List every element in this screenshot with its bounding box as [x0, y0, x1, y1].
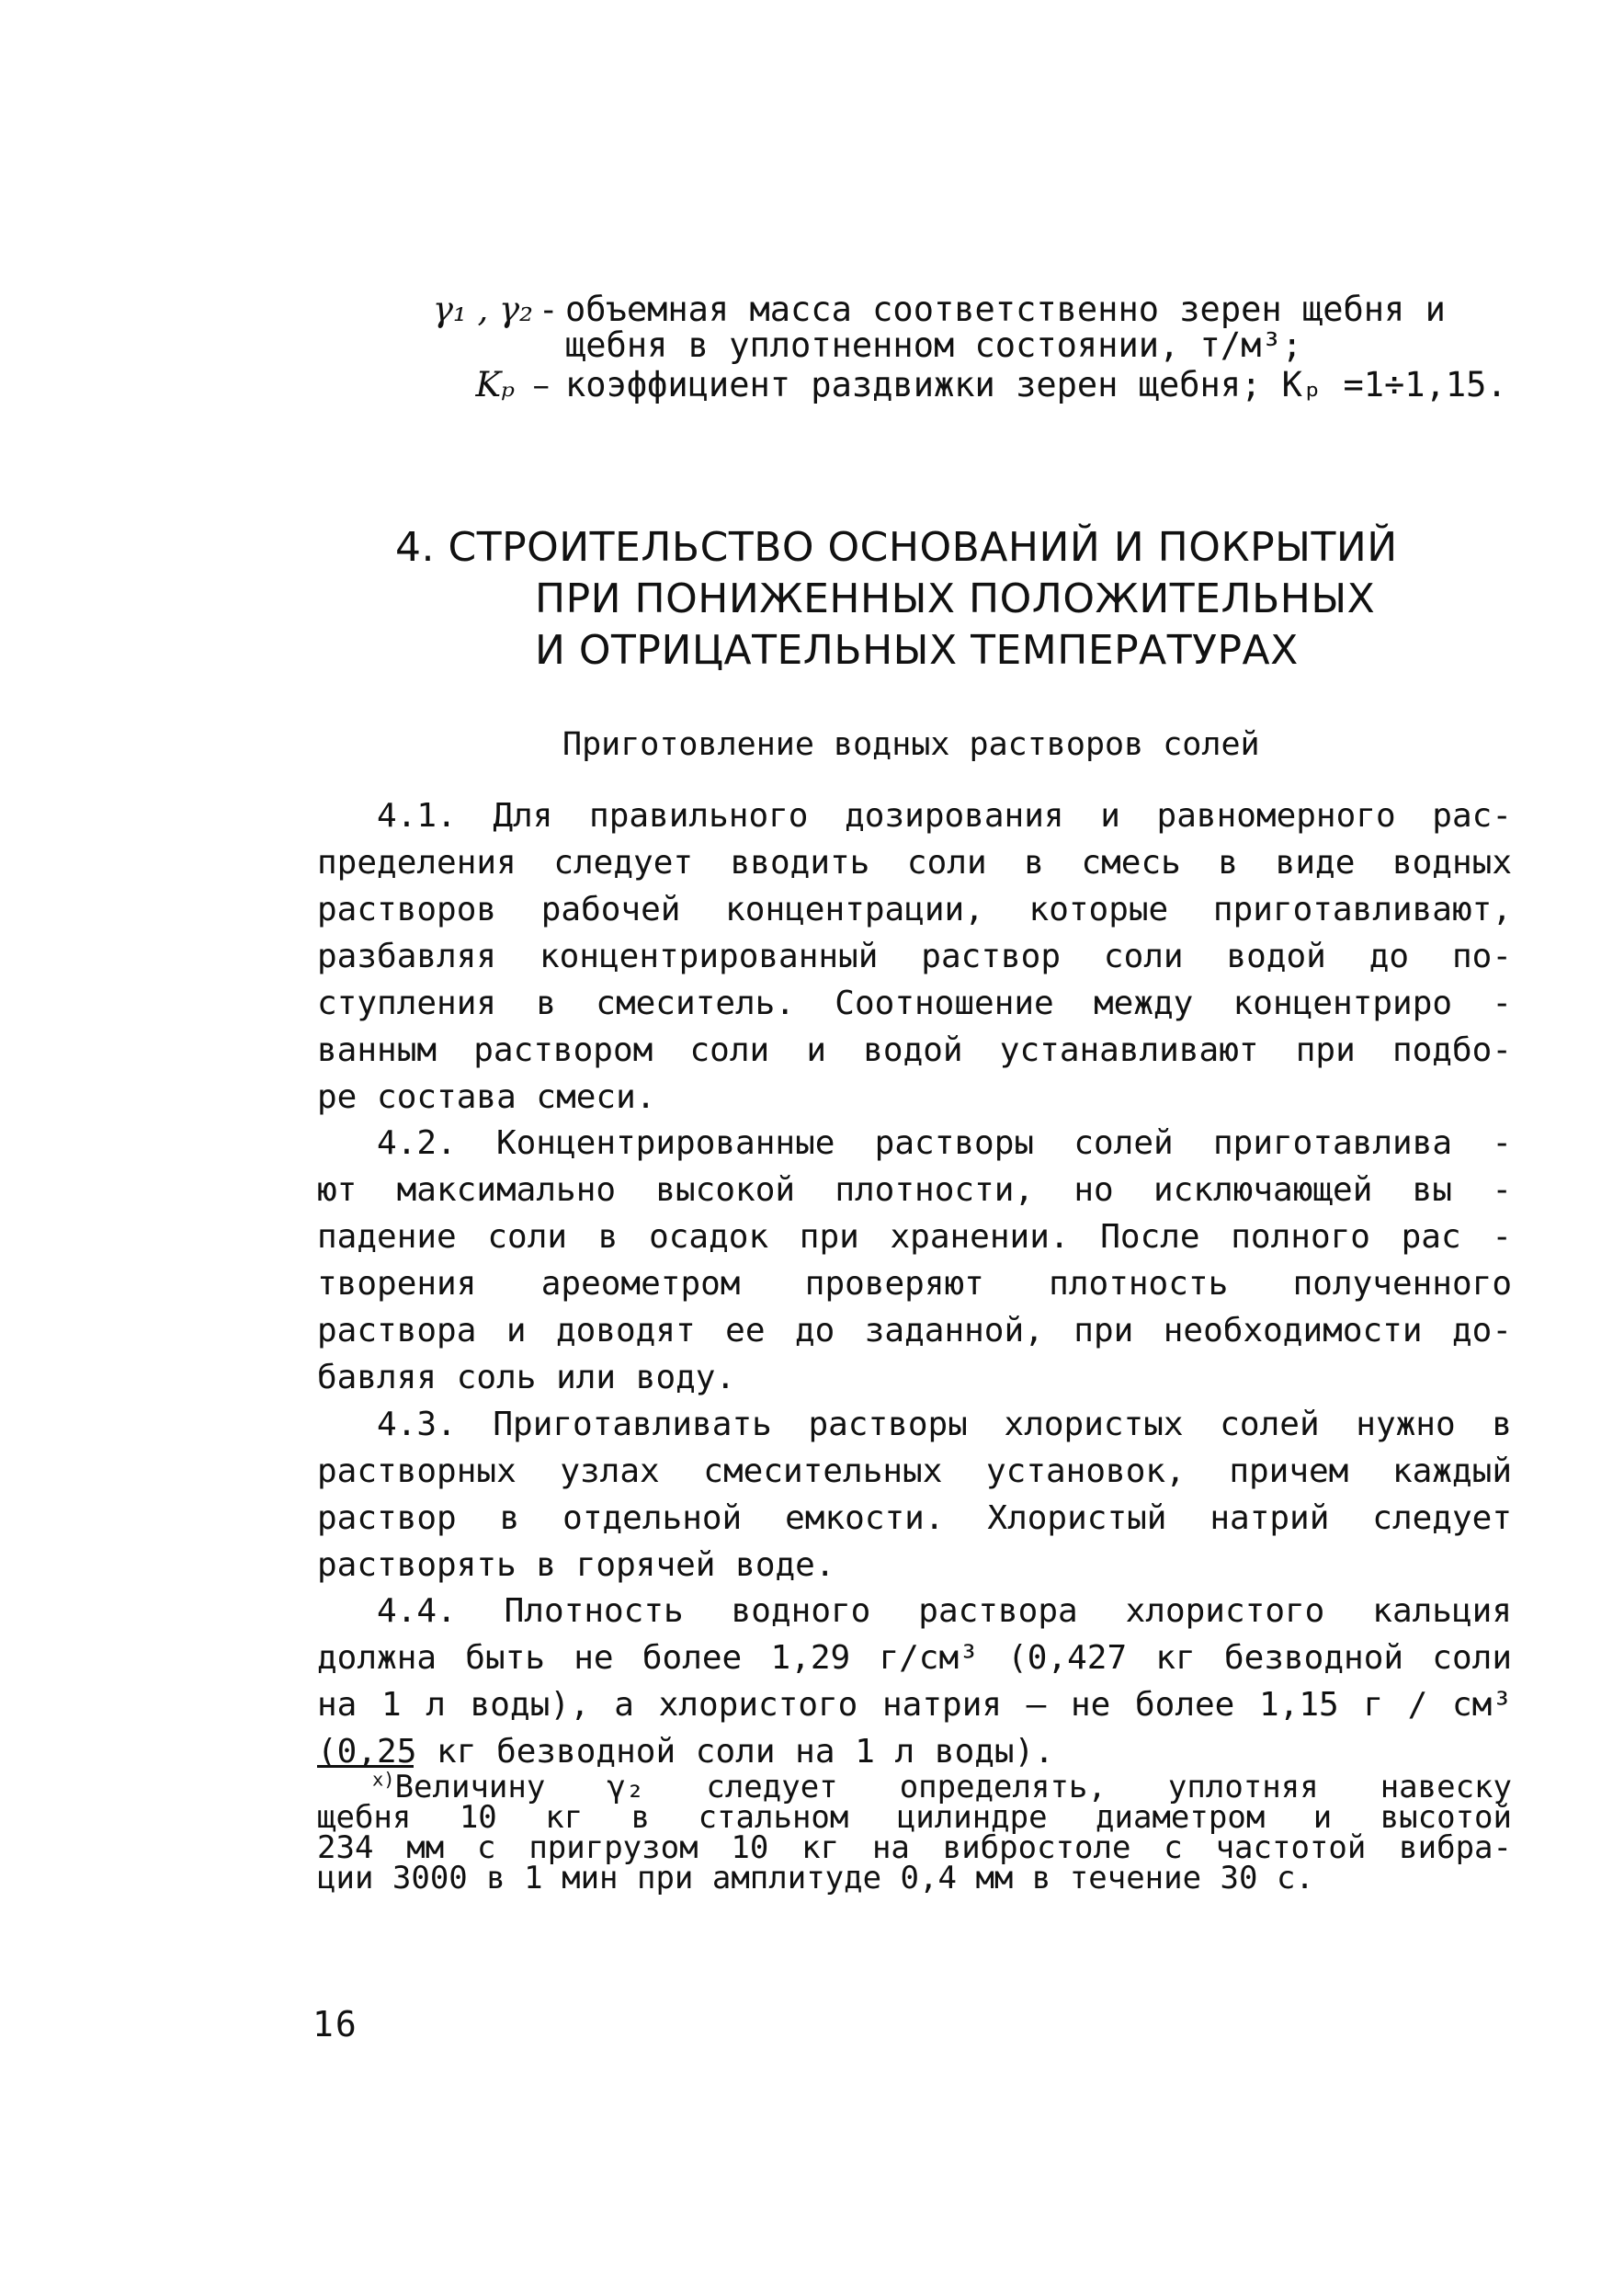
definition-text	[565, 365, 1507, 404]
paragraph-line: должна быть не более 1,29 г/см³ (0,427 кг безводной соли	[317, 1639, 1512, 1677]
paragraph-4-2	[317, 1120, 1512, 1401]
paragraph-line: пределения следует вводить соли в смесь в виде водных	[317, 844, 1512, 882]
paragraph-line: (0,25 кг безводной соли на 1 л воды).	[317, 1733, 1054, 1771]
paragraph-line: раствор в отдельной емкости. Хлористый натрий следует	[317, 1499, 1512, 1537]
paragraph-line: бавляя соль или воду.	[317, 1359, 736, 1396]
paragraph-4-1	[317, 792, 1512, 1121]
paragraph-line: падение соли в осадок при хранении. После полного рас -	[317, 1218, 1512, 1256]
paragraph-line: раствора и доводят ее до заданной, при необходимости до-	[317, 1312, 1512, 1349]
paragraph-line: 4.4. Плотность водного раствора хлористого кальция	[377, 1592, 1512, 1630]
section-heading	[395, 522, 1452, 677]
definition-line: объемная масса соответственно зерен щебня и	[565, 290, 1446, 329]
paragraph-line: 4.2. Концентрированные растворы солей приготавлива -	[377, 1124, 1512, 1162]
paragraph-line: творения ареометром проверяют плотность полученного	[317, 1265, 1512, 1303]
definition-symbol: Kₚ	[475, 365, 515, 404]
definition-line: щебня в уплотненном состоянии, т/м³;	[565, 325, 1302, 365]
paragraph-line: растворов рабочей концентрации, которые приготавливают,	[317, 891, 1512, 928]
subsection-heading: Приготовление водных растворов солей	[562, 726, 1260, 763]
footnote-marker: х)	[372, 1768, 395, 1791]
definition-dash: -	[542, 290, 554, 329]
footnote-line: ции 3000 в 1 мин при амплитуде 0,4 мм в течение 30 с.	[317, 1860, 1314, 1896]
paragraph-line: растворных узлах смесительных установок, причем каждый	[317, 1452, 1512, 1490]
paragraph-line: ре состава смеси.	[317, 1078, 656, 1116]
paragraph-line: ступления в смеситель. Соотношение между концентриро -	[317, 985, 1512, 1022]
section-number: 4.	[395, 524, 435, 571]
paragraph-line: разбавляя концентрированный раствор соли водой до по-	[317, 938, 1512, 975]
paragraph-4-3	[317, 1401, 1512, 1589]
definition-text	[565, 292, 1446, 364]
paragraph-line: растворять в горячей воде.	[317, 1546, 835, 1584]
paragraph-line: 4.1. Для правильного дозирования и равномерного рас-	[377, 797, 1512, 835]
footnote-divider	[317, 1765, 414, 1768]
paragraph-line: ют максимально высокой плотности, но исключающей вы -	[317, 1171, 1512, 1209]
paragraph-line: 4.3. Приготавливать растворы хлористых солей нужно в	[377, 1406, 1512, 1443]
definition-symbol: γ₁ , γ₂	[432, 290, 533, 329]
footnote	[317, 1768, 1512, 1896]
footnote-line: Величину γ₂ следует определять, уплотняя навеску	[394, 1769, 1512, 1805]
section-title-line: ПРИ ПОНИЖЕННЫХ ПОЛОЖИТЕЛЬНЫХ	[535, 575, 1376, 622]
footnote-line: 234 мм с пригрузом 10 кг на вибростоле с частотой вибра-	[317, 1829, 1512, 1866]
paragraph-line: на 1 л воды), а хлористого натрия – не более 1,15 г / см³	[317, 1686, 1512, 1724]
paragraph-4-4	[317, 1588, 1512, 1775]
section-title-line: СТРОИТЕЛЬСТВО ОСНОВАНИЙ И ПОКРЫТИЙ	[448, 524, 1398, 571]
definition-dash: –	[532, 365, 550, 404]
definition-line: коэффициент раздвижки зерен щебня; Kₚ =1÷1,15.	[565, 365, 1507, 404]
paragraph-line: ванным раствором соли и водой устанавливают при подбо-	[317, 1031, 1512, 1069]
page-number: 16	[312, 2004, 358, 2044]
footnote-line: щебня 10 кг в стальном цилиндре диаметром и высотой	[317, 1799, 1512, 1836]
section-title-line: И ОТРИЦАТЕЛЬНЫХ ТЕМПЕРАТУРАХ	[535, 627, 1299, 674]
